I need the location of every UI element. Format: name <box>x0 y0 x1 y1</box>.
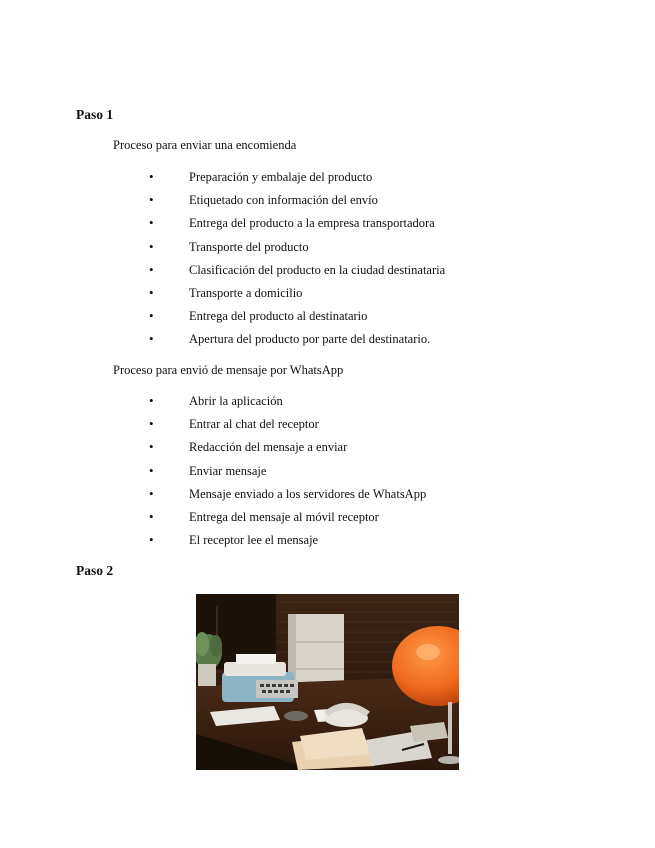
bullet-icon: • <box>149 238 154 254</box>
list-item-text: Abrir la aplicación <box>189 394 283 408</box>
list-item-text: Enviar mensaje <box>189 463 267 478</box>
bullet-icon: • <box>149 462 154 478</box>
bullet-icon: • <box>149 284 154 300</box>
list-item-text: Transporte a domicilio <box>189 285 303 300</box>
bullet-icon: • <box>149 308 154 324</box>
bullet-icon: • <box>149 439 154 455</box>
bullet-icon: • <box>149 532 154 548</box>
list-item-text: Etiquetado con información del envío <box>189 193 378 208</box>
bullet-icon: • <box>149 261 154 277</box>
whatsapp-process-intro: Proceso para envió de mensaje por WhatsApp <box>113 363 344 377</box>
list-item-text: Entrega del producto a la empresa transportadora <box>189 216 435 231</box>
list-item-text: El receptor lee el mensaje <box>189 533 319 548</box>
list-item-text: Mensaje enviado a los servidores de WhatsApp <box>189 486 427 501</box>
bullet-icon: • <box>149 215 154 231</box>
step1-heading: Paso 1 <box>76 107 114 122</box>
step2-heading: Paso 2 <box>76 563 114 578</box>
bullet-icon: • <box>149 192 154 208</box>
list-item-text: Apertura del producto por parte del destinatario. <box>189 332 431 347</box>
office-desk-photo <box>196 594 459 770</box>
parcel-process-intro: Proceso para enviar una encomienda <box>113 138 297 152</box>
list-item-text: Entrega del mensaje al móvil receptor <box>189 509 379 524</box>
list-item-text: Preparación y embalaje del producto <box>189 170 373 184</box>
list-item-text: Entrar al chat del receptor <box>189 417 319 432</box>
list-item-text: Redacción del mensaje a enviar <box>189 440 348 455</box>
bullet-icon: • <box>149 485 154 501</box>
bullet-icon: • <box>149 393 154 408</box>
list-item-text: Entrega del producto al destinatario <box>189 309 368 324</box>
bullet-icon: • <box>149 508 154 524</box>
bullet-icon: • <box>149 169 154 184</box>
list-item-text: Transporte del producto <box>189 239 309 254</box>
bullet-icon: • <box>149 331 154 347</box>
bullet-icon: • <box>149 416 154 432</box>
list-item-text: Clasificación del producto en la ciudad destinataria <box>189 262 446 277</box>
